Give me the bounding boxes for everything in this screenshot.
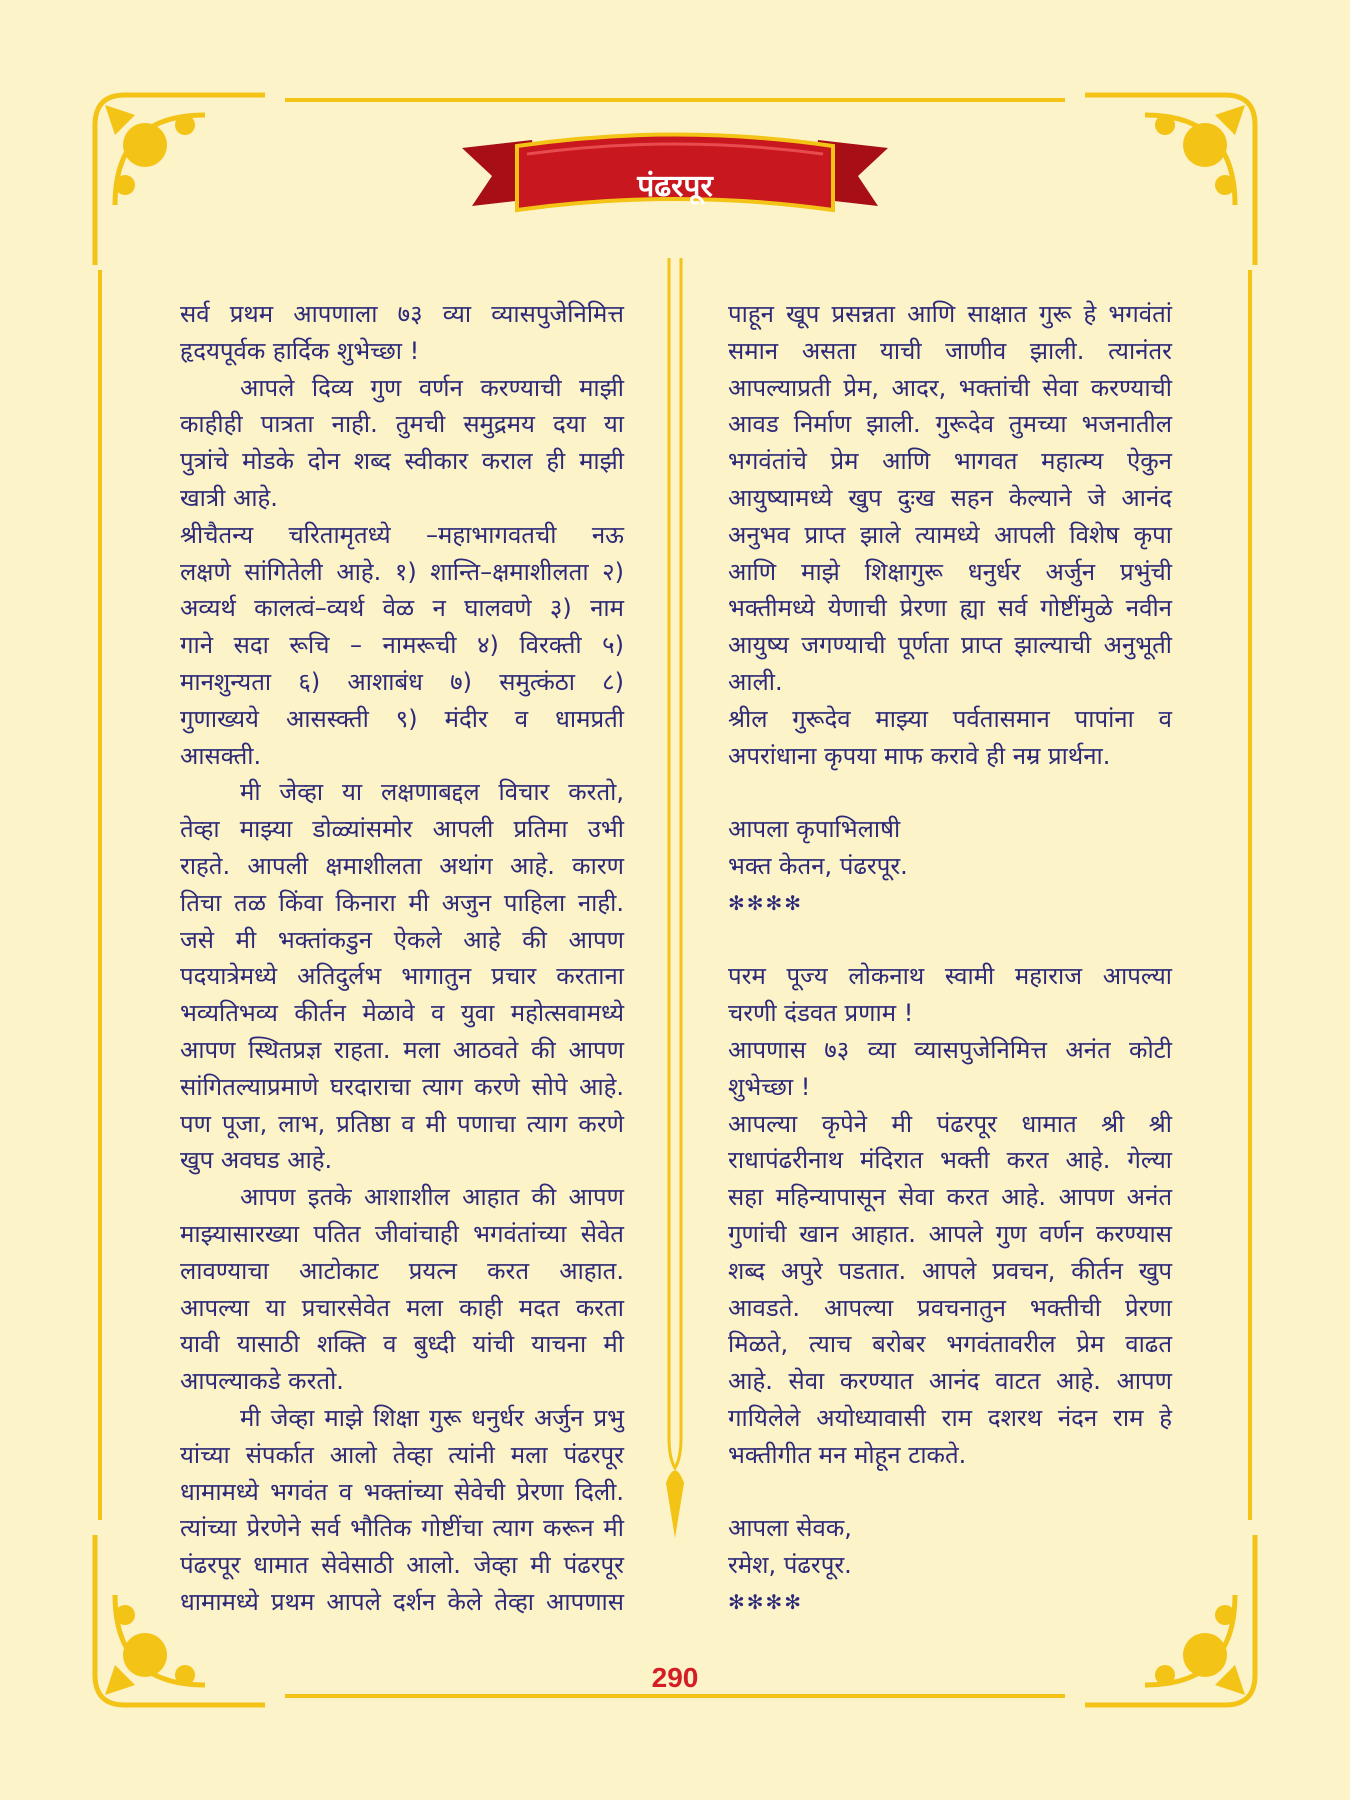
text-line: ✻✻✻✻ <box>728 1589 804 1614</box>
left-column <box>180 296 624 1621</box>
blank-line <box>728 922 1172 959</box>
paragraph <box>180 296 624 370</box>
text-line: आवड निर्माण झाली. गुरूदेव तुमच्या भजनातील <box>728 410 1172 439</box>
text-line: मी जेव्हा माझे शिक्षा गुरू धनुर्धर अर्जुन प्रभु <box>240 1403 624 1432</box>
text-line: मानशुन्यता ६) आशाबंध ७) समुत्कंठा ८) <box>180 667 624 696</box>
text-line: परम पूज्य लोकनाथ स्वामी महाराज आपल्या <box>728 962 1172 991</box>
paragraph <box>728 296 1172 701</box>
separator-stars <box>728 1584 1172 1621</box>
text-line: अपरांधाना कृपया माफ करावे ही नम्र प्रार्थना. <box>728 741 1111 770</box>
text-line: आपला सेवक, <box>728 1514 852 1543</box>
corner-ornament-icon <box>85 85 275 275</box>
separator-stars <box>728 885 1172 922</box>
text-line: भगवंतांचे प्रेम आणि भागवत महात्म्य ऐकुन <box>728 447 1172 476</box>
paragraph <box>728 1510 1172 1547</box>
text-line: आपला कृपाभिलाषी <box>728 815 901 844</box>
paragraph <box>728 1106 1172 1474</box>
text-line: पदयात्रेमध्ये अतिदुर्लभ भागातुन प्रचार करताना <box>180 962 624 991</box>
text-line: रमेश, पंढरपूर. <box>728 1551 852 1580</box>
text-line: यांच्या संपर्कात आलो तेव्हा त्यांनी मला पंढरपूर <box>180 1440 624 1469</box>
text-line: पुत्रांचे मोडके दोन शब्द स्वीकार कराल ही माझी <box>180 447 624 476</box>
text-line: पंढरपूर धामात सेवेसाठी आलो. जेव्हा मी पंढरपूर <box>180 1551 624 1580</box>
text-line: मिळते, त्याच बरोबर भगवंतावरील प्रेम वाढत <box>728 1330 1172 1359</box>
frame-left-line <box>98 270 102 1520</box>
frame-top-line <box>285 98 1065 102</box>
text-line: राधापंढरीनाथ मंदिरात भक्ती करत आहे. गेल्या <box>728 1146 1172 1175</box>
frame-bottom-line <box>285 1694 1065 1698</box>
text-line: मी जेव्हा या लक्षणाबद्दल विचार करतो, <box>240 778 624 807</box>
text-line: समान असता याची जाणीव झाली. त्यानंतर <box>728 336 1172 365</box>
text-line: धामामध्ये भगवंत व भक्तांच्या सेवेची प्रेरणा दिली. <box>180 1477 624 1506</box>
paragraph <box>728 848 1172 885</box>
text-line: श्रीचैतन्य चरितामृतध्ये –महाभागवतची नऊ <box>180 520 624 549</box>
text-line: चरणी दंडवत प्रणाम ! <box>728 999 914 1028</box>
paragraph <box>180 1179 624 1400</box>
text-line: आपणास ७३ व्या व्यासपुजेनिमित्त अनंत कोटी <box>728 1035 1172 1064</box>
corner-ornament-icon <box>1075 85 1265 275</box>
text-line: भव्यतिभव्य कीर्तन मेळावे व युवा महोत्सवामध्ये <box>180 999 624 1028</box>
text-line: सर्व प्रथम आपणाला ७३ व्या व्यासपुजेनिमित्त <box>180 300 624 328</box>
text-line: आणि माझे शिक्षागुरू धनुर्धर अर्जुन प्रभुंची <box>728 557 1172 586</box>
text-line: तेव्हा माझ्या डोळ्यांसमोर आपली प्रतिमा उभी <box>180 815 624 844</box>
text-line: आसक्ती. <box>180 741 262 770</box>
text-line: राहते. आपली क्षमाशीलता अथांग आहे. कारण <box>180 851 624 880</box>
paragraph <box>728 1547 1172 1584</box>
title-banner <box>462 128 888 238</box>
text-line: आली. <box>728 667 783 696</box>
text-line: त्यांच्या प्रेरणेने सर्व भौतिक गोष्टींचा त्याग करून मी <box>180 1514 624 1543</box>
text-line: शब्द अपुरे पडतात. आपले प्रवचन, कीर्तन खुप <box>728 1256 1172 1285</box>
paragraph <box>180 370 624 517</box>
paragraph <box>728 811 1172 848</box>
text-line: खुप अवघड आहे. <box>180 1146 333 1175</box>
text-line: शुभेच्छा ! <box>728 1072 811 1101</box>
text-line: पण पूजा, लाभ, प्रतिष्ठा व मी पणाचा त्याग करणे <box>180 1109 624 1138</box>
text-line: आवडते. आपल्या प्रवचनातुन भक्तीची प्रेरणा <box>728 1293 1172 1322</box>
text-line: ✻✻✻✻ <box>728 890 804 915</box>
column-divider <box>666 258 684 1538</box>
text-line: अव्यर्थ कालत्वं–व्यर्थ वेळ न घालवणे ३) नाम <box>180 594 624 623</box>
page-title: पंढरपूर <box>637 169 713 204</box>
text-line: सहा महिन्यापासून सेवा करत आहे. आपण अनंत <box>728 1183 1172 1212</box>
text-line: आपल्याकडे करतो. <box>180 1367 344 1396</box>
paragraph <box>728 701 1172 775</box>
text-line: भक्तीगीत मन मोहून टाकते. <box>728 1440 967 1469</box>
text-line: भक्त केतन, पंढरपूर. <box>728 851 908 880</box>
paragraph <box>180 774 624 1179</box>
text-line: खात्री आहे. <box>180 483 278 512</box>
text-line: भक्तीमध्ये येणाची प्रेरणा ह्या सर्व गोष्टींमुळे नवीन <box>728 594 1172 623</box>
paragraph <box>728 1032 1172 1106</box>
text-line: गायिलेले अयोध्यावासी राम दशरथ नंदन राम हे <box>728 1403 1172 1432</box>
text-line: श्रील गुरूदेव माझ्या पर्वतासमान पापांना व <box>728 704 1172 733</box>
text-line: गाने सदा रूचि – नामरूची ४) विरक्ती ५) <box>180 631 624 660</box>
paragraph <box>180 517 624 775</box>
text-line: आपले दिव्य गुण वर्णन करण्याची माझी <box>240 373 624 402</box>
text-line: अनुभव प्राप्त झाले त्यामध्ये आपली विशेष कृपा <box>728 520 1172 549</box>
right-column <box>728 296 1172 1621</box>
text-line: आयुष्यामध्ये खुप दुःख सहन केल्याने जे आनंद <box>728 483 1172 512</box>
text-line: आपल्या या प्रचारसेवेत मला काही मदत करता <box>180 1293 624 1322</box>
text-line: लक्षणे सांगितेली आहे. १) शान्ति–क्षमाशीलता २) <box>180 557 624 586</box>
text-line: काहीही पात्रता नाही. तुमची समुद्रमय दया या <box>180 410 624 439</box>
text-line: लावण्याचा आटोकाट प्रयत्न करत आहात. <box>180 1256 624 1285</box>
frame-right-line <box>1248 270 1252 1520</box>
text-line: आपल्याप्रती प्रेम, आदर, भक्तांची सेवा करण्याची <box>728 373 1172 402</box>
text-line: जसे मी भक्तांकडुन ऐकले आहे की आपण <box>180 925 624 954</box>
text-line: धामामध्ये प्रथम आपले दर्शन केले तेव्हा आपणास <box>180 1587 624 1616</box>
text-line: आपण स्थितप्रज्ञ राहता. मला आठवते की आपण <box>180 1035 624 1064</box>
text-line: गुणांची खान आहात. आपले गुण वर्णन करण्यास <box>728 1219 1172 1248</box>
blank-line <box>728 774 1172 811</box>
text-line: आहे. सेवा करण्यात आनंद वाटत आहे. आपण <box>728 1367 1172 1396</box>
text-line: यावी यासाठी शक्ति व बुध्दी यांची याचना मी <box>180 1330 624 1359</box>
text-line: माझ्यासारख्या पतित जीवांचाही भगवंतांच्या सेवेत <box>180 1219 624 1248</box>
paragraph <box>728 958 1172 1032</box>
blank-line <box>728 1474 1172 1511</box>
text-line: सांगितल्याप्रमाणे घरदाराचा त्याग करणे सोपे आहे. <box>180 1072 624 1101</box>
text-line: पाहून खूप प्रसन्नता आणि साक्षात गुरू हे भगवंतां <box>728 300 1172 328</box>
paragraph <box>180 1400 624 1621</box>
text-line: तिचा तळ किंवा किनारा मी अजुन पाहिला नाही. <box>180 888 624 917</box>
text-line: आयुष्य जगण्याची पूर्णता प्राप्त झाल्याची अनुभूती <box>728 631 1172 660</box>
text-line: आपल्या कृपेने मी पंढरपूर धामात श्री श्री <box>728 1109 1172 1138</box>
text-line: हृदयपूर्वक हार्दिक शुभेच्छा ! <box>180 336 420 365</box>
page-number: 290 <box>651 1662 699 1693</box>
text-line: गुणाख्यये आसस्क्ती ९) मंदीर व धामप्रती <box>180 704 624 733</box>
text-line: आपण इतके आशाशील आहात की आपण <box>240 1183 624 1212</box>
